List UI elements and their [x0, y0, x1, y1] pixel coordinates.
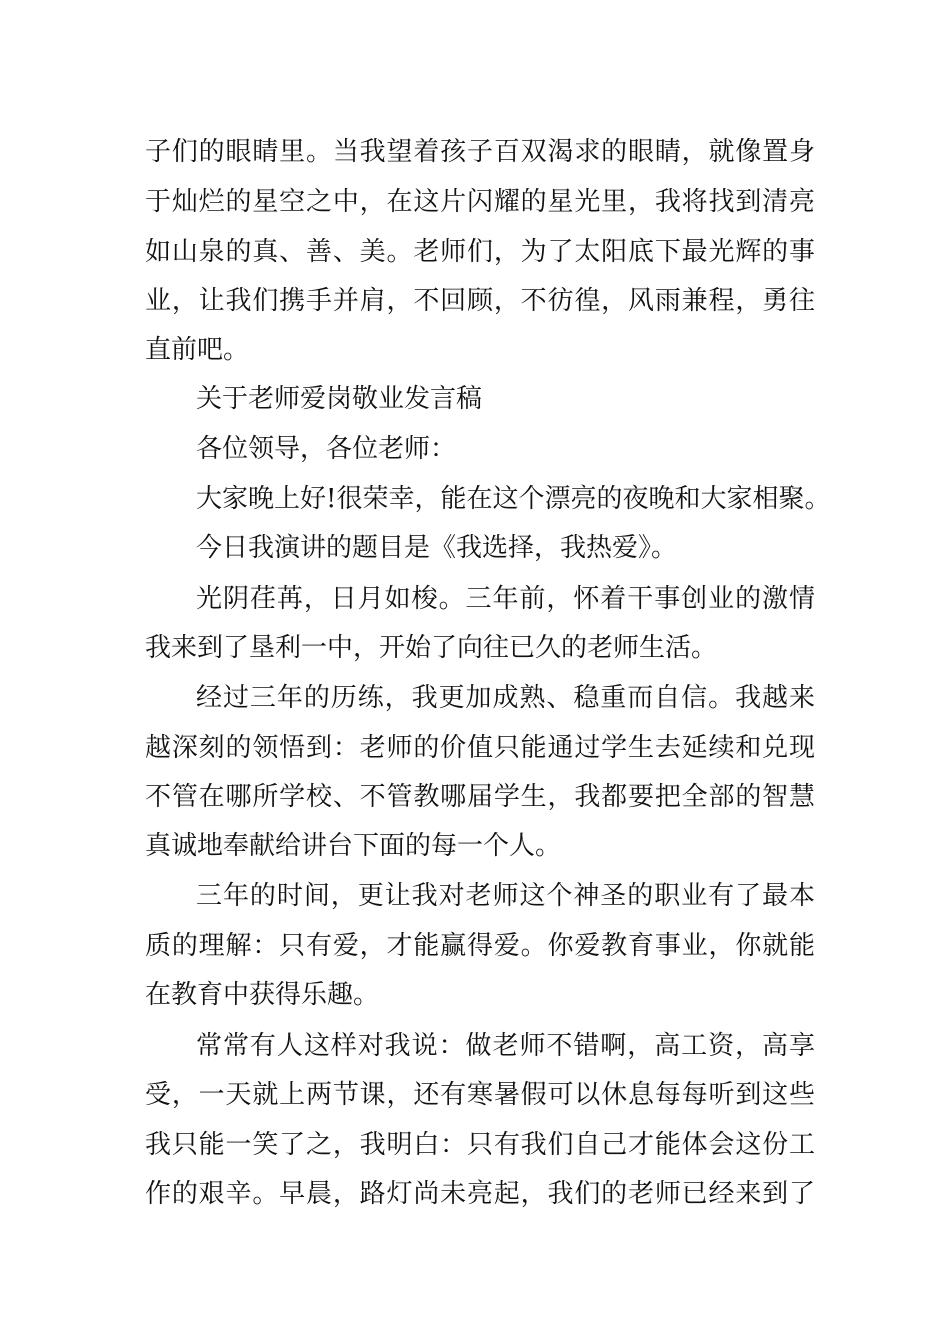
text-line: 三年的时间，更让我对老师这个神圣的职业有了最本: [196, 881, 815, 911]
text-line: 我来到了垦利一中，开始了向往已久的老师生活。: [145, 633, 718, 663]
salutation: 各位领导，各位老师：: [196, 434, 457, 464]
text-line: 受，一天就上两节课，还有寒暑假可以休息每每听到这些: [145, 1080, 815, 1110]
text-line: 在教育中获得乐趣。: [145, 980, 380, 1010]
text-line: 越深刻的领悟到：老师的价值只能通过学生去延续和兑现: [145, 733, 815, 763]
text-line: 常常有人这样对我说：做老师不错啊，高工资，高享: [196, 1031, 815, 1061]
text-line: 大家晚上好!很荣幸，能在这个漂亮的夜晚和大家相聚。: [196, 484, 831, 514]
text-line: 作的艰辛。早晨，路灯尚未亮起，我们的老师已经来到了: [145, 1179, 815, 1209]
text-line: 业，让我们携手并肩，不回顾，不彷徨，风雨兼程，勇往: [145, 286, 815, 316]
text-line: 今日我演讲的题目是《我选择，我热爱》。: [196, 533, 678, 563]
text-line: 如山泉的真、善、美。老师们，为了太阳底下最光辉的事: [145, 237, 815, 267]
text-line: 于灿烂的星空之中，在这片闪耀的星光里，我将找到清亮: [145, 187, 815, 217]
text-line: 质的理解：只有爱，才能赢得爱。你爱教育事业，你就能: [145, 931, 815, 961]
section-title: 关于老师爱岗敬业发言稿: [196, 384, 483, 414]
text-line: 子们的眼睛里。当我望着孩子百双渴求的眼睛，就像置身: [145, 137, 815, 167]
text-line: 直前吧。: [145, 335, 250, 365]
text-line: 光阴荏苒，日月如梭。三年前，怀着干事创业的激情: [196, 584, 815, 614]
text-line: 我只能一笑了之，我明白：只有我们自己才能体会这份工: [145, 1130, 815, 1160]
text-line: 不管在哪所学校、不管教哪届学生，我都要把全部的智慧: [145, 782, 815, 812]
text-line: 经过三年的历练，我更加成熟、稳重而自信。我越来: [196, 683, 815, 713]
text-line: 真诚地奉献给讲台下面的每一个人。: [145, 831, 562, 861]
